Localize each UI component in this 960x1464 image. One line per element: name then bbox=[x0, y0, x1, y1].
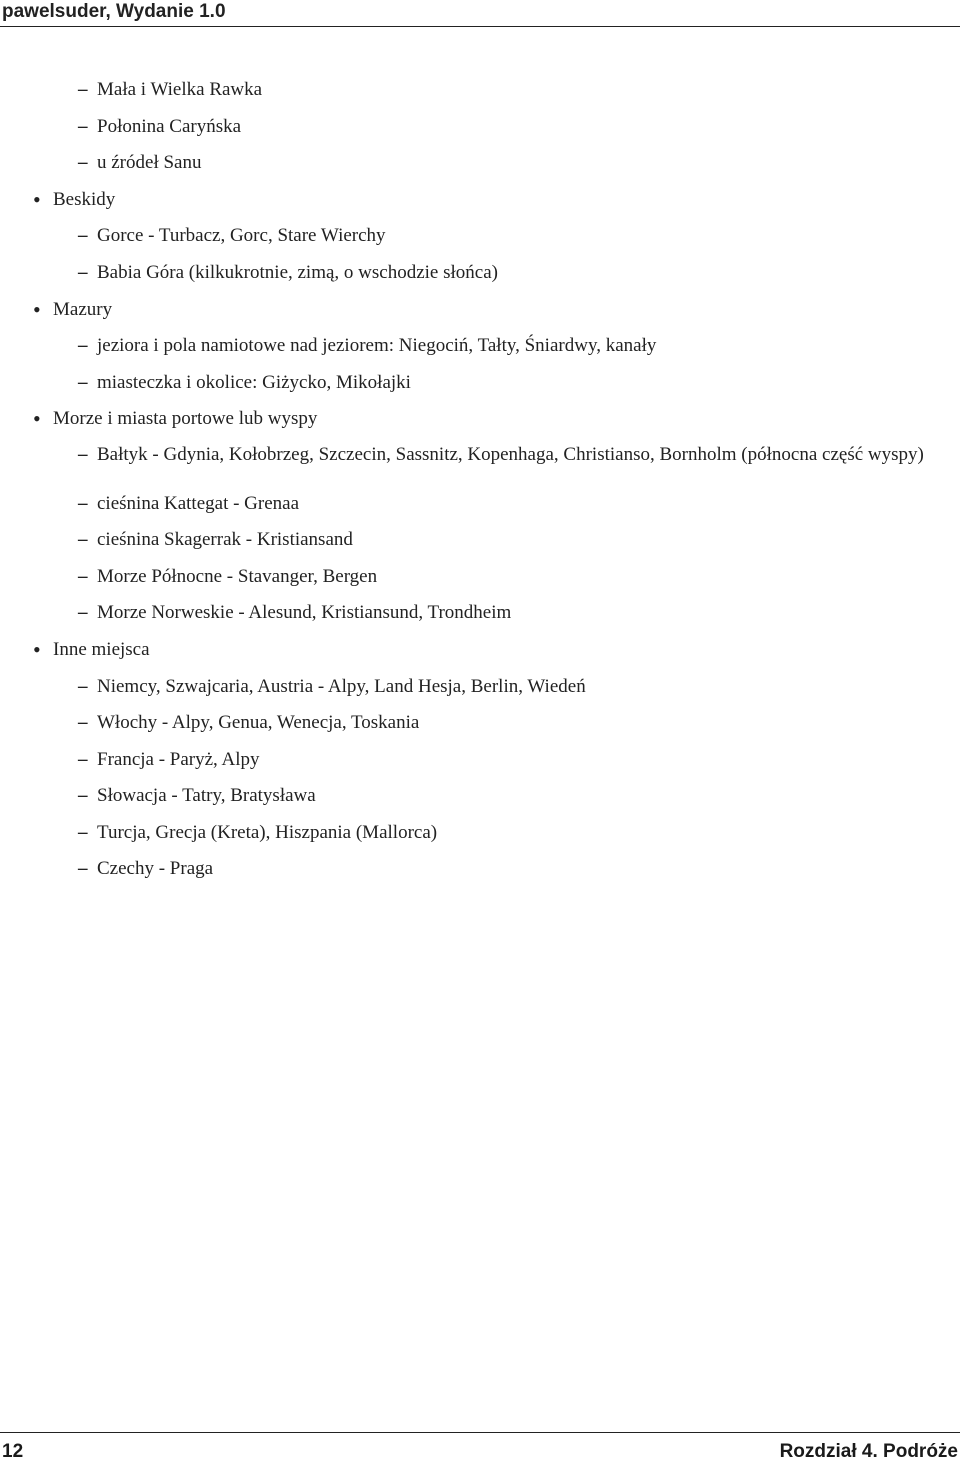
dash-marker: – bbox=[78, 225, 88, 247]
dash-marker: – bbox=[78, 821, 88, 843]
list-item-text: Czechy - Praga bbox=[97, 858, 214, 880]
list-item bbox=[0, 595, 960, 632]
list-item-text: Słowacja - Tatry, Bratysława bbox=[97, 785, 316, 807]
list-item-text: Morze Północne - Stavanger, Bergen bbox=[97, 565, 378, 587]
list-item bbox=[0, 851, 960, 888]
list-item bbox=[0, 255, 960, 292]
dash-marker: – bbox=[78, 443, 88, 465]
list-item bbox=[0, 669, 960, 706]
list-item-text: cieśnina Skagerrak - Kristiansand bbox=[97, 529, 353, 551]
list-item bbox=[0, 145, 960, 182]
category-text: Mazury bbox=[53, 298, 113, 320]
list-item bbox=[0, 438, 960, 486]
list-item-text: Niemcy, Szwajcaria, Austria - Alpy, Land Hesja, Berlin, Wiedeń bbox=[97, 675, 586, 697]
dash-marker: – bbox=[78, 152, 88, 174]
bullet-marker: • bbox=[33, 186, 41, 212]
list-item bbox=[0, 705, 960, 742]
dash-marker: – bbox=[78, 712, 88, 734]
list-item bbox=[0, 109, 960, 146]
list-item bbox=[0, 218, 960, 255]
page-number: 12 bbox=[2, 1441, 24, 1462]
list-item bbox=[0, 559, 960, 596]
list-item bbox=[0, 328, 960, 365]
travel-list bbox=[0, 72, 960, 888]
list-item bbox=[0, 365, 960, 402]
list-item bbox=[0, 815, 960, 852]
footer-divider bbox=[0, 1432, 960, 1433]
dash-marker: – bbox=[78, 785, 88, 807]
list-item-text: Bałtyk - Gdynia, Kołobrzeg, Szczecin, Sassnitz, Kopenhaga, Christianso, Bornholm (północna część wyspy) bbox=[97, 443, 924, 465]
list-item-text: u źródeł Sanu bbox=[97, 152, 202, 174]
category-text: Inne miejsca bbox=[53, 638, 150, 660]
list-item-text: Mała i Wielka Rawka bbox=[97, 79, 263, 100]
list-category bbox=[0, 401, 960, 438]
dash-marker: – bbox=[78, 79, 88, 100]
page-footer bbox=[0, 1432, 960, 1462]
dash-marker: – bbox=[78, 675, 88, 697]
list-item-text: Morze Norweskie - Alesund, Kristiansund, Trondheim bbox=[97, 602, 512, 624]
list-item-text: miasteczka i okolice: Giżycko, Mikołajki bbox=[97, 371, 411, 393]
list-item-text: Francja - Paryż, Alpy bbox=[97, 748, 260, 770]
dash-marker: – bbox=[78, 858, 88, 880]
list-item bbox=[0, 522, 960, 559]
header-divider bbox=[0, 26, 960, 27]
dash-marker: – bbox=[78, 529, 88, 551]
dash-marker: – bbox=[78, 602, 88, 624]
dash-marker: – bbox=[78, 261, 88, 283]
dash-marker: – bbox=[78, 565, 88, 587]
dash-marker: – bbox=[78, 492, 88, 514]
list-item bbox=[0, 742, 960, 779]
list-item-text: Gorce - Turbacz, Gorc, Stare Wierchy bbox=[97, 225, 386, 247]
book-title: pawelsuder, Wydanie 1.0 bbox=[2, 1, 226, 22]
page-header bbox=[0, 0, 960, 28]
list-item-text: Turcja, Grecja (Kreta), Hiszpania (Mallorca) bbox=[97, 821, 438, 843]
chapter-title: Rozdział 4. Podróże bbox=[779, 1441, 958, 1462]
dash-marker: – bbox=[78, 335, 88, 357]
list-item bbox=[0, 72, 960, 109]
list-item-text: Połonina Caryńska bbox=[97, 115, 242, 137]
category-text: Morze i miasta portowe lub wyspy bbox=[53, 408, 318, 430]
bullet-marker: • bbox=[33, 296, 41, 322]
bullet-marker: • bbox=[33, 406, 41, 432]
bullet-marker: • bbox=[33, 636, 41, 662]
list-category bbox=[0, 182, 960, 219]
list-item-text: jeziora i pola namiotowe nad jeziorem: Niegociń, Tałty, Śniardwy, kanały bbox=[97, 335, 657, 357]
list-item-text: Włochy - Alpy, Genua, Wenecja, Toskania bbox=[97, 712, 420, 734]
list-category bbox=[0, 632, 960, 669]
list-category bbox=[0, 292, 960, 329]
list-item-text: cieśnina Kattegat - Grenaa bbox=[97, 492, 300, 514]
dash-marker: – bbox=[78, 371, 88, 393]
dash-marker: – bbox=[78, 115, 88, 137]
list-item bbox=[0, 486, 960, 523]
dash-marker: – bbox=[78, 748, 88, 770]
list-item-text: Babia Góra (kilkukrotnie, zimą, o wschodzie słońca) bbox=[97, 261, 498, 283]
list-item bbox=[0, 778, 960, 815]
category-text: Beskidy bbox=[53, 188, 116, 210]
